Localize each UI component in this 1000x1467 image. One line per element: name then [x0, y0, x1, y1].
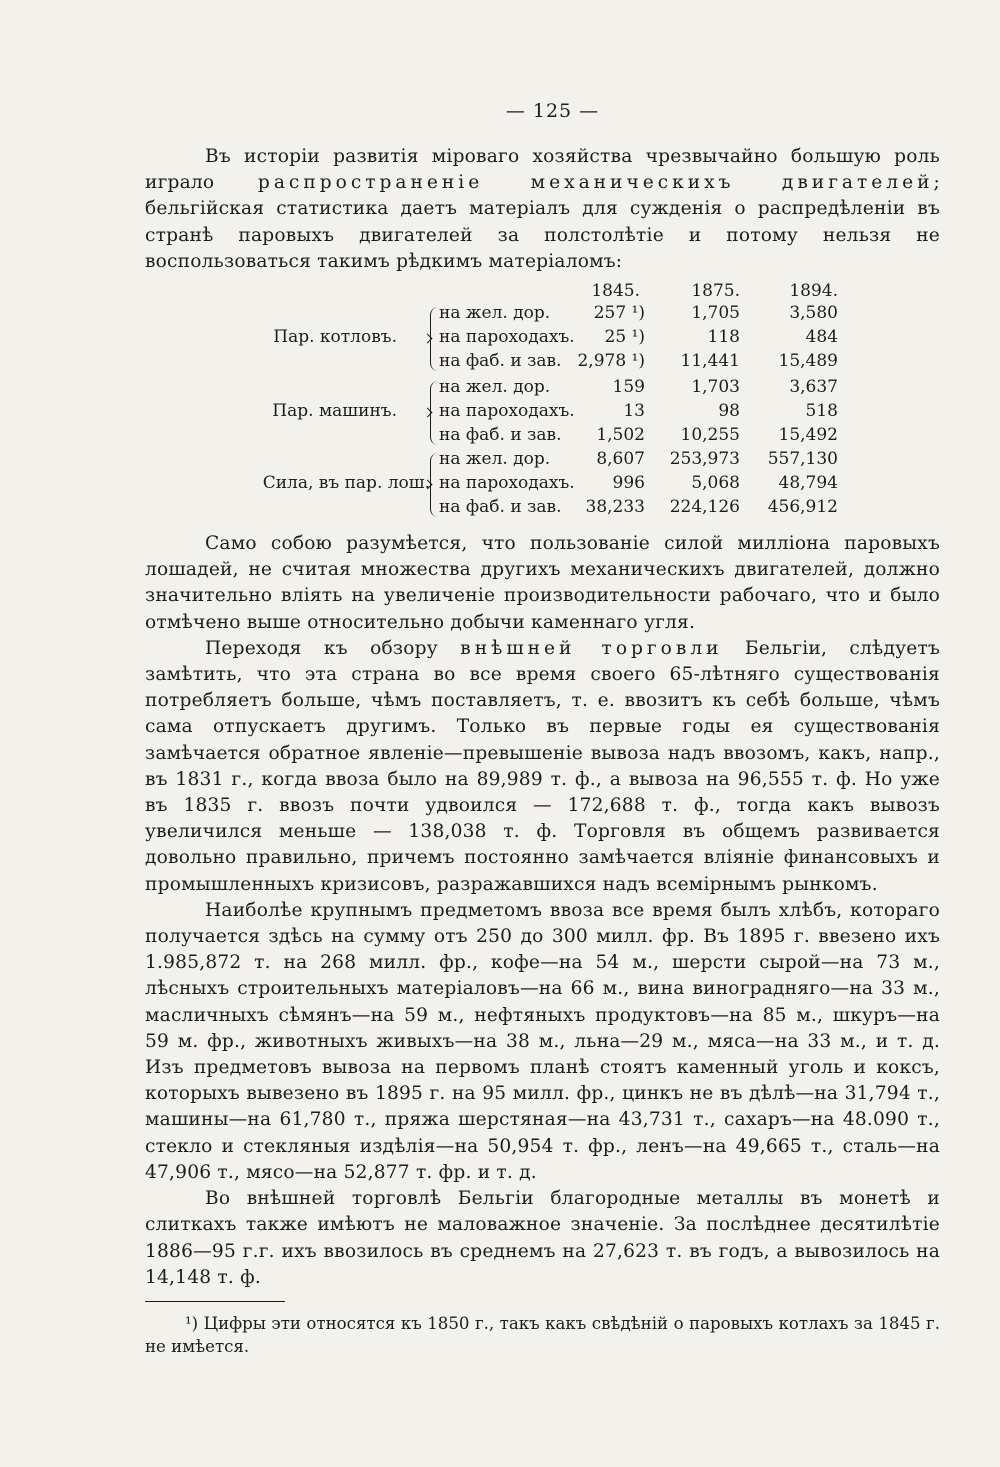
value-1894: 15,489: [778, 351, 838, 372]
value-1894: 15,492: [778, 425, 838, 446]
value-1845: 1,502: [596, 425, 645, 446]
value-1875: 98: [718, 401, 740, 422]
value-1875: 253,973: [669, 449, 740, 470]
group-label: Пар. котловъ.: [273, 327, 397, 348]
trade-emphasis: внѣшней торговли: [460, 637, 723, 659]
footnote: ¹) Цифры эти относятся къ 1850 г., такъ какъ свѣдѣній о паровыхъ котлахъ за 1845 г. не имѣется.: [145, 1313, 940, 1356]
paragraph-foreign-trade: [145, 636, 940, 898]
value-1875: 1,705: [691, 303, 740, 324]
row-label: на жел. дор.: [439, 449, 551, 470]
value-1875: 118: [707, 327, 740, 348]
value-1894: 484: [805, 327, 838, 348]
intro-text-end: ; бельгійская статистика даетъ матеріалъ для сужденія о распредѣленіи въ странѣ паровыхъ двигателей за полстолѣтіе и потому нельзя не воспользоваться такимъ рѣдкимъ матеріаломъ:: [145, 172, 940, 272]
intro-text-start: Въ исторіи развитія міроваго хозяйства чрезвычайно большую роль играло: [145, 146, 940, 194]
table-row: [145, 449, 845, 473]
value-1845: 25 ¹): [604, 327, 645, 348]
intro-paragraph: [145, 144, 940, 275]
group-label: Сила, въ пар. лош.: [262, 473, 430, 494]
group-label: Пар. машинъ.: [272, 401, 397, 422]
trade-text-end: Бельгіи, слѣдуетъ замѣтить, что эта страна во все время своего 65-лѣтняго существованія потребляетъ больше, чѣмъ поставляетъ, т. е. ввозитъ къ себѣ больше, чѣмъ сама отпускаетъ другимъ. Только въ первые годы ея существованія замѣчается обратное явленіе—превышеніе вывоза надъ ввозомъ, какъ, напр., въ 1831 г., когда ввоза было на 89,989 т. ф., а вывоза на 96,555 т. ф. Но уже въ 1835 г. ввозъ почти удвоился — 172,688 т. ф., тогда какъ вывозъ увеличился меньше — 138,038 т. ф. Торговля въ общемъ развивается довольно правильно, причемъ постоянно замѣчается вліяніе финансовыхъ и промышленныхъ кризисовъ, разражавшихся надъ всемірнымъ рынкомъ.: [145, 637, 940, 895]
paragraph-imports-exports: Наиболѣе крупнымъ предметомъ ввоза все время былъ хлѣбъ, котораго получается здѣсь на сумму отъ 250 до 300 милл. фр. Въ 1895 г. ввезено ихъ 1.985,872 т. на 268 милл. фр., кофе—на 54 м., шерсти сырой—на 73 м., лѣсныхъ строительныхъ матеріаловъ—на 66 м., вина виноградняго—на 33 м., масличныхъ сѣмянъ—на 59 м., нефтяныхъ продуктовъ—на 85 м., шкуръ—на 59 м. фр., животныхъ живыхъ—на 38 м., льна—29 м., мяса—на 33 м., и т. д. Изъ предметовъ вывоза на первомъ планѣ стоятъ каменный уголь и коксъ, которыхъ вывезено въ 1895 г. на 95 милл. фр., цинкъ не въ дѣлѣ—на 31,794 т., машины—на 61,780 т., пряжа шерстяная—на 43,731 т., сахаръ—на 48.090 т., стекло и стекляныя издѣлія—на 50,954 т. фр., ленъ—на 49,665 т., сталь—на 47,906 т., мясо—на 52,877 т. фр. и т. д.: [145, 899, 940, 1183]
value-1845: 2,978 ¹): [577, 351, 645, 372]
page: [145, 100, 940, 1358]
row-label: на фаб. и зав.: [439, 351, 562, 372]
value-1845: 38,233: [585, 497, 645, 518]
value-1875: 5,068: [691, 473, 740, 494]
value-1894: 518: [805, 401, 838, 422]
value-1845: 257 ¹): [593, 303, 645, 324]
trade-text-start: Переходя къ обзору: [205, 637, 461, 659]
table-row: [145, 401, 845, 425]
value-1894: 3,637: [789, 377, 838, 398]
value-1875: 10,255: [680, 425, 740, 446]
table-row: [145, 425, 845, 449]
year-header-1875: 1875.: [691, 281, 740, 302]
table-row: [145, 377, 845, 401]
value-1845: 13: [623, 401, 645, 422]
table-row: [145, 497, 845, 521]
row-label: на пароходахъ.: [439, 473, 575, 494]
value-1875: 1,703: [691, 377, 740, 398]
table-row: [145, 351, 845, 375]
table-group-horsepower: [145, 449, 845, 521]
value-1894: 557,130: [767, 449, 838, 470]
steam-engines-table: [145, 281, 940, 521]
year-header-1845: 1845.: [591, 281, 640, 302]
value-1894: 3,580: [789, 303, 838, 324]
value-1894: 456,912: [767, 497, 838, 518]
row-label: на пароходахъ.: [439, 401, 575, 422]
paragraph-precious-metals: Во внѣшней торговлѣ Бельгіи благородные металлы въ монетѣ и слиткахъ также имѣютъ не маловажное значеніе. За послѣднее десятилѣтіе 1886—95 г.г. ихъ ввозилось въ среднемъ на 27,623 т. въ годъ, а вывозилось на 14,148 т. ф.: [145, 1188, 940, 1288]
year-header-1894: 1894.: [789, 281, 838, 302]
value-1845: 996: [612, 473, 645, 494]
row-label: на пароходахъ.: [439, 327, 575, 348]
intro-emphasis: распространеніе механическихъ двигателей: [257, 172, 934, 194]
value-1875: 224,126: [669, 497, 740, 518]
value-1894: 48,794: [778, 473, 838, 494]
page-number: — 125 —: [505, 100, 600, 122]
value-1875: 11,441: [680, 351, 740, 372]
row-label: на фаб. и зав.: [439, 425, 562, 446]
value-1845: 159: [612, 377, 645, 398]
row-label: на жел. дор.: [439, 377, 551, 398]
table-row: [145, 303, 845, 327]
table-group-boilers: [145, 303, 845, 375]
table-row: [145, 327, 845, 351]
table-row: [145, 473, 845, 497]
row-label: на жел. дор.: [439, 303, 551, 324]
value-1845: 8,607: [596, 449, 645, 470]
row-label: на фаб. и зав.: [439, 497, 562, 518]
footnote-divider: [145, 1301, 285, 1302]
paragraph-horsepower: Само собою разумѣется, что пользованіе силой милліона паровыхъ лошадей, не считая множества другихъ механическихъ двигателей, должно значительно вліять на увеличеніе производительности рабочаго, что и было отмѣчено выше относительно добычи каменнаго угля.: [145, 533, 940, 633]
table-group-engines: [145, 377, 845, 449]
